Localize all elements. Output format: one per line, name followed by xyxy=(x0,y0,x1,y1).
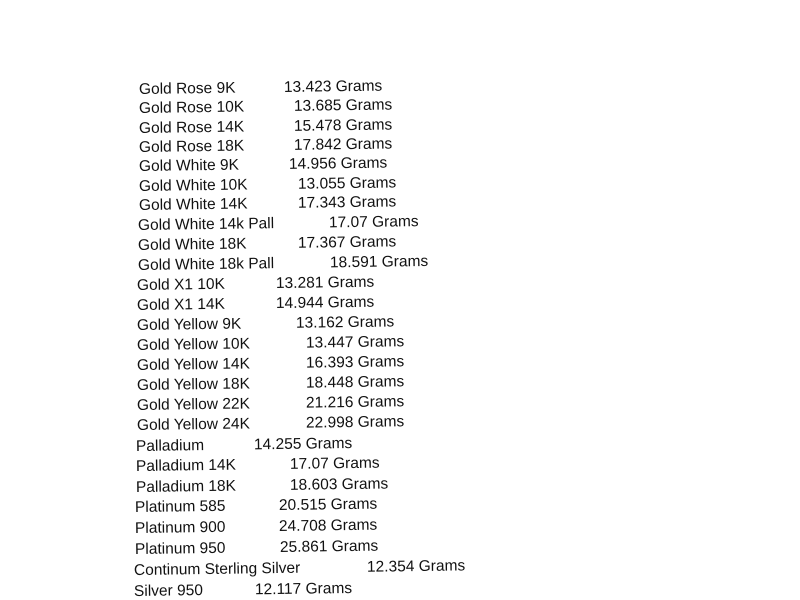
metal-name: Gold Yellow 9K xyxy=(136,315,242,334)
metal-name: Platinum 585 xyxy=(134,497,226,516)
metal-weight: 18.591 Grams xyxy=(329,252,429,272)
metal-weight: 14.956 Grams xyxy=(288,154,388,173)
metal-weight: 25.861 Grams xyxy=(279,537,379,556)
metal-name: Platinum 900 xyxy=(134,518,226,537)
metal-name: Gold Rose 10K xyxy=(138,98,245,117)
metal-weight: 14.944 Grams xyxy=(275,293,375,313)
metal-name: Gold White 14K xyxy=(138,195,248,214)
metal-name: Gold Yellow 22K xyxy=(136,395,250,414)
metal-weight: 22.998 Grams xyxy=(305,413,405,432)
metal-weight: 13.423 Grams xyxy=(283,77,383,96)
metal-name: Gold Yellow 14K xyxy=(136,355,250,374)
metal-weight: 17.842 Grams xyxy=(293,135,393,154)
metal-weight: 20.515 Grams xyxy=(278,495,378,514)
metal-name: Palladium xyxy=(135,437,205,455)
metal-name: Gold White 18k Pall xyxy=(137,255,275,274)
metal-weight: 16.393 Grams xyxy=(305,353,405,372)
metal-weight: 14.255 Grams xyxy=(253,434,353,454)
metal-weight: 13.685 Grams xyxy=(293,96,393,115)
metal-name: Gold Yellow 10K xyxy=(136,335,250,354)
metal-weight: 17.07 Grams xyxy=(328,213,419,232)
metal-name: Gold White 9K xyxy=(138,156,240,175)
metal-weight: 17.367 Grams xyxy=(297,233,397,252)
metal-name: Palladium 14K xyxy=(135,456,237,475)
metal-name: Gold White 18K xyxy=(137,235,247,254)
metal-weight: 13.055 Grams xyxy=(297,174,397,193)
metal-name: Gold White 14k Pall xyxy=(137,215,275,234)
metal-weight: 13.281 Grams xyxy=(275,273,375,293)
metal-name: Gold White 10K xyxy=(138,176,248,195)
metal-weight: 21.216 Grams xyxy=(305,393,405,412)
metal-weight: 12.354 Grams xyxy=(366,557,466,576)
metal-name: Gold Rose 18K xyxy=(138,137,245,156)
metal-name: Gold Yellow 24K xyxy=(136,415,250,434)
metal-name: Gold Rose 14K xyxy=(138,118,245,137)
metal-name: Platinum 950 xyxy=(134,539,226,558)
metal-name: Palladium 18K xyxy=(135,477,237,496)
metal-weight: 12.117 Grams xyxy=(254,579,353,599)
metal-weight: 18.448 Grams xyxy=(305,373,405,392)
metal-weight: 13.162 Grams xyxy=(295,313,395,332)
metal-weight: 18.603 Grams xyxy=(289,475,389,494)
metal-name: Gold Rose 9K xyxy=(138,79,236,98)
metal-name: Silver 950 xyxy=(133,582,204,600)
metal-name: Gold X1 14K xyxy=(136,295,226,314)
metal-weight: 13.447 Grams xyxy=(305,333,405,352)
metal-weight: 15.478 Grams xyxy=(293,116,393,135)
metal-weight: 17.07 Grams xyxy=(289,454,380,473)
metal-name: Gold Yellow 18K xyxy=(136,375,250,394)
metal-weight: 17.343 Grams xyxy=(297,193,397,212)
metal-weight: 24.708 Grams xyxy=(278,516,378,535)
metal-name: Gold X1 10K xyxy=(136,275,226,294)
metal-name: Continum Sterling Silver xyxy=(133,559,301,579)
